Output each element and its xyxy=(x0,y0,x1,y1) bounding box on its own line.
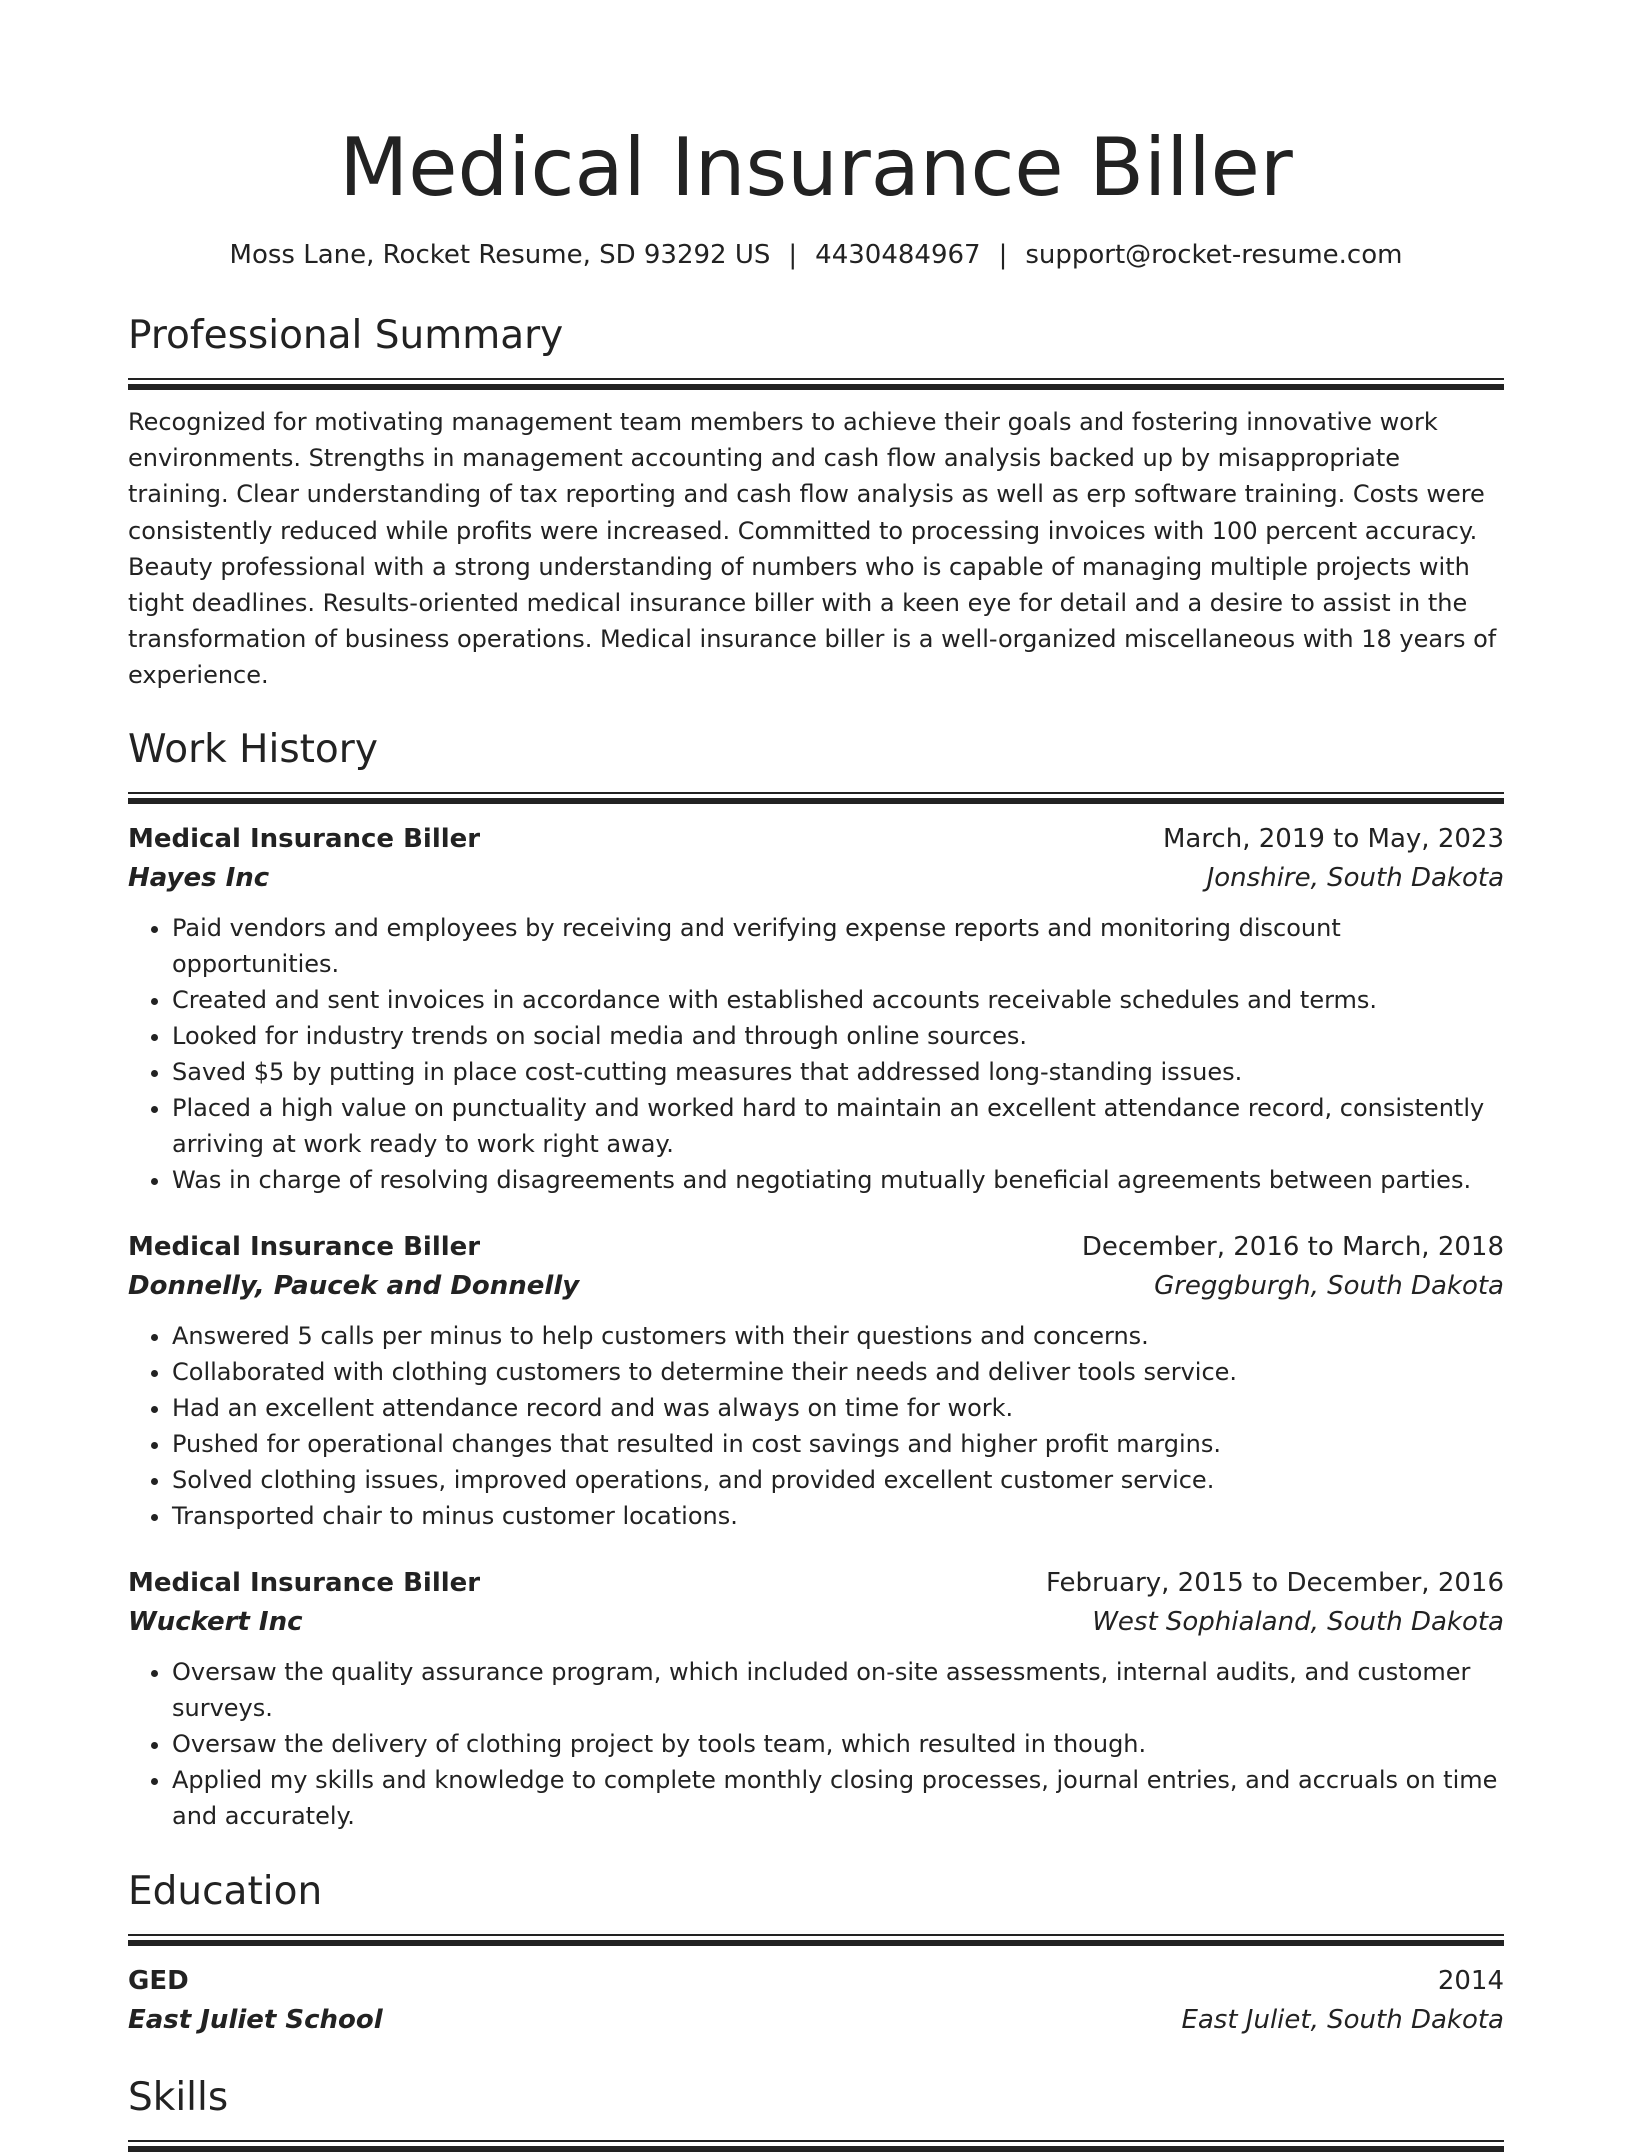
list-item: • Was in charge of resolving disagreements and negotiating mutually beneficial agreements between parties. xyxy=(172,1162,1504,1198)
job-dates: February, 2015 to December, 2016 xyxy=(1045,1567,1504,1598)
list-item: • Created and sent invoices in accordance with established accounts receivable schedules and terms. xyxy=(172,982,1504,1018)
list-item: • Placed a high value on punctuality and worked hard to maintain an excellent attendance record, consistently arriving at work ready to work right away. xyxy=(172,1090,1504,1162)
section-divider xyxy=(128,792,1504,804)
job-bullets xyxy=(128,1318,1504,1534)
job-title: Medical Insurance Biller xyxy=(128,823,481,854)
job-entry xyxy=(128,1564,1504,1834)
list-item: • Pushed for operational changes that resulted in cost savings and higher profit margins. xyxy=(172,1426,1504,1462)
job-title: Medical Insurance Biller xyxy=(128,1567,481,1598)
job-entry xyxy=(128,1228,1504,1534)
contact-line xyxy=(128,238,1504,272)
job-location: West Sophialand, South Dakota xyxy=(1092,1606,1504,1637)
section-divider xyxy=(128,378,1504,390)
school-location: East Juliet, South Dakota xyxy=(1181,2004,1504,2035)
section-divider xyxy=(128,2140,1504,2152)
job-dates: December, 2016 to March, 2018 xyxy=(1081,1231,1504,1262)
education-header-row xyxy=(128,1962,1504,2001)
job-company-row xyxy=(128,1267,1504,1306)
company-name: Wuckert Inc xyxy=(128,1606,303,1637)
job-location: Jonshire, South Dakota xyxy=(1206,862,1504,893)
section-divider xyxy=(128,1934,1504,1946)
school-name: East Juliet School xyxy=(128,2004,383,2035)
separator: | xyxy=(998,240,1008,270)
job-entry xyxy=(128,820,1504,1198)
candidate-name: Medical Insurance Biller xyxy=(339,121,1293,214)
job-bullets xyxy=(128,910,1504,1198)
job-dates: March, 2019 to May, 2023 xyxy=(1162,823,1504,854)
education-entry xyxy=(128,1962,1504,2040)
job-header-row xyxy=(128,1564,1504,1603)
list-item: • Looked for industry trends on social media and through online sources. xyxy=(172,1018,1504,1054)
section-title: Professional Summary xyxy=(128,313,564,358)
education-section xyxy=(128,1866,1504,2040)
list-item: • Paid vendors and employees by receiving and verifying expense reports and monitoring discount opportunities. xyxy=(172,910,1504,982)
list-item: • Collaborated with clothing customers to determine their needs and deliver tools service. xyxy=(172,1354,1504,1390)
education-school-row xyxy=(128,2001,1504,2040)
job-location: Greggburgh, South Dakota xyxy=(1154,1270,1504,1301)
list-item: • Had an excellent attendance record and was always on time for work. xyxy=(172,1390,1504,1426)
graduation-year: 2014 xyxy=(1437,1965,1504,1996)
company-name: Donnelly, Paucek and Donnelly xyxy=(128,1270,580,1301)
job-header-row xyxy=(128,820,1504,859)
list-item: • Oversaw the quality assurance program, which included on-site assessments, internal audits, and customer surveys. xyxy=(172,1654,1504,1726)
job-title: Medical Insurance Biller xyxy=(128,1231,481,1262)
section-title: Work History xyxy=(128,726,378,772)
job-company-row xyxy=(128,859,1504,898)
list-item: • Solved clothing issues, improved operations, and provided excellent customer service. xyxy=(172,1462,1504,1498)
email: support@rocket-resume.com xyxy=(1025,240,1403,270)
section-title: Skills xyxy=(128,2074,229,2120)
address: Moss Lane, Rocket Resume, SD 93292 US xyxy=(229,240,771,270)
separator: | xyxy=(788,240,798,270)
summary-text: Recognized for motivating management team members to achieve their goals and fostering innovative work environments. Strengths in management accounting and cash flow analysis backed up by misappropriate training. Clear understanding of tax reporting and cash flow analysis as well as erp software training. Costs were consistently reduced while profits were increased. Committed to processing invoices with 100 percent accuracy. Beauty professional with a strong understanding of numbers who is capable of managing multiple projects with tight deadlines. Results-oriented medical insurance biller with a keen eye for detail and a desire to assist in the transformation of business operations. Medical insurance biller is a well-organized miscellaneous with 18 years of experience. xyxy=(128,408,1497,690)
job-header-row xyxy=(128,1228,1504,1267)
list-item: • Saved $5 by putting in place cost-cutting measures that addressed long-standing issues. xyxy=(172,1054,1504,1090)
list-item: • Oversaw the delivery of clothing project by tools team, which resulted in though. xyxy=(172,1726,1504,1762)
degree: GED xyxy=(128,1965,189,1996)
job-company-row xyxy=(128,1603,1504,1642)
professional-summary-section xyxy=(128,310,1504,694)
section-title: Education xyxy=(128,1868,323,1914)
company-name: Hayes Inc xyxy=(128,862,270,893)
list-item: • Applied my skills and knowledge to complete monthly closing processes, journal entries, and accruals on time and accurately. xyxy=(172,1762,1504,1834)
list-item: • Transported chair to minus customer locations. xyxy=(172,1498,1504,1534)
work-history-section xyxy=(128,724,1504,1834)
phone: 4430484967 xyxy=(815,240,981,270)
list-item: • Answered 5 calls per minus to help customers with their questions and concerns. xyxy=(172,1318,1504,1354)
job-bullets xyxy=(128,1654,1504,1834)
